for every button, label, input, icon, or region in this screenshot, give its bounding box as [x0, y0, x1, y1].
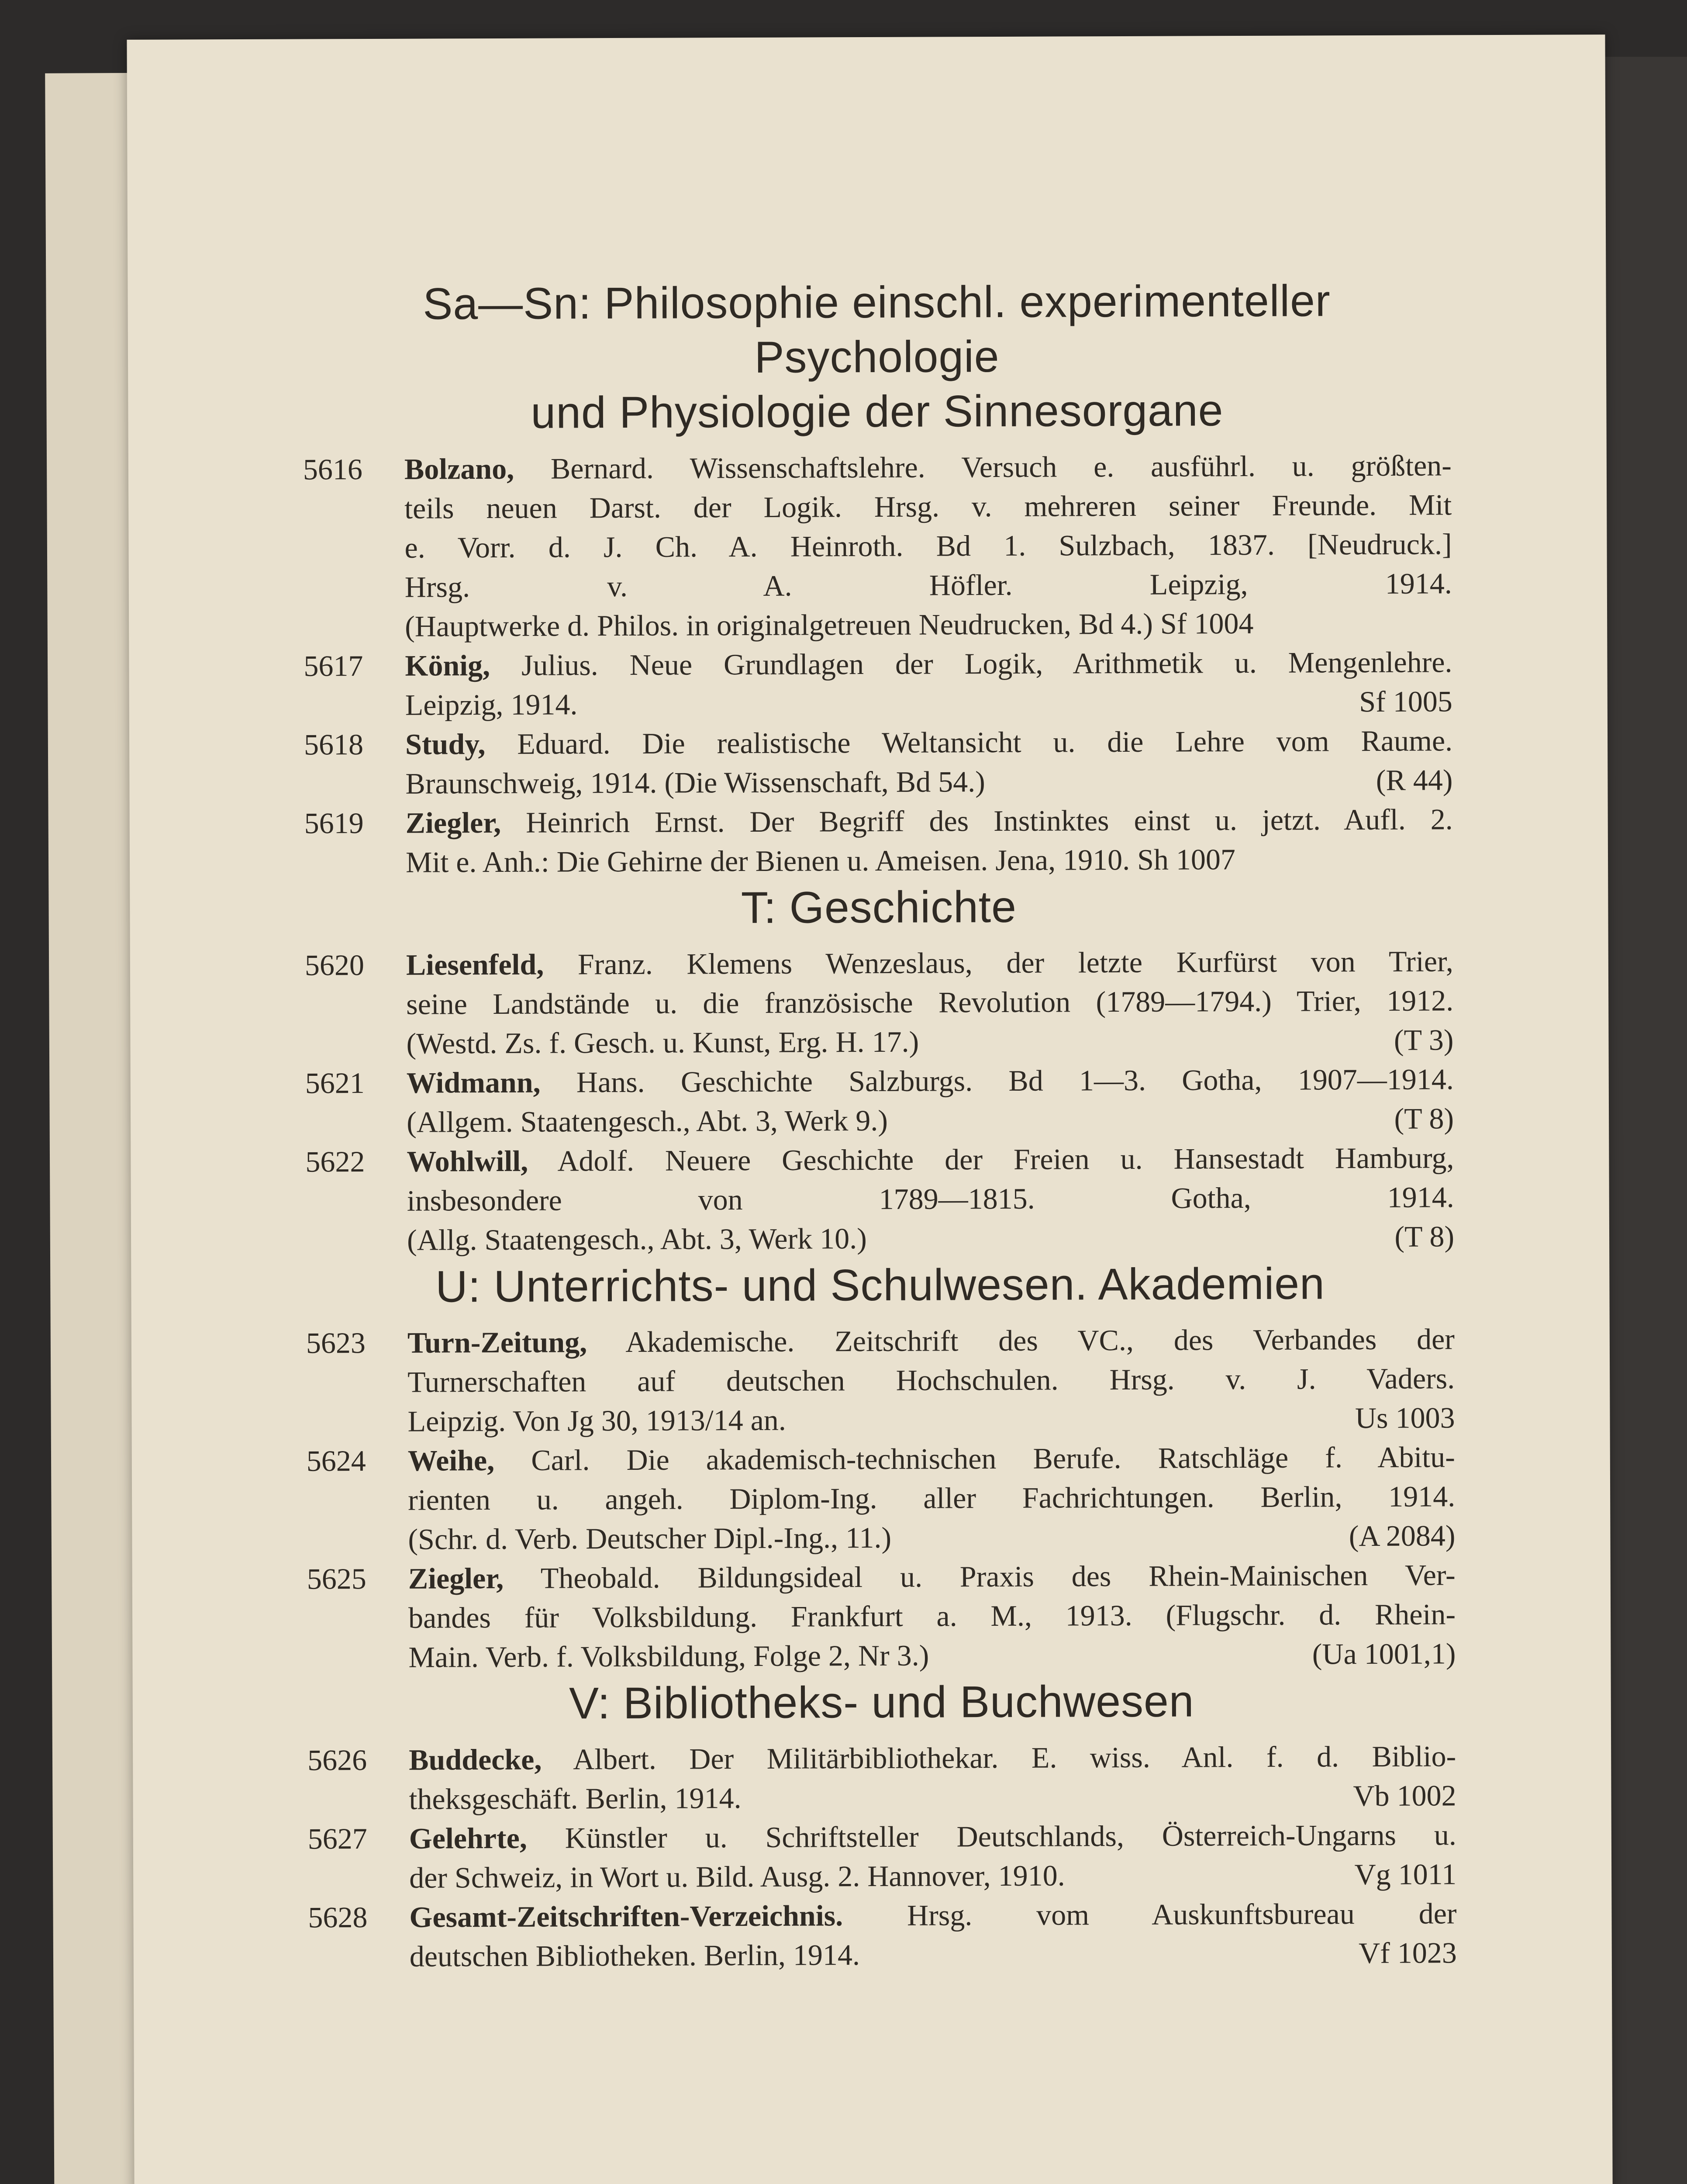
entry-author: Weihe, [407, 1444, 495, 1477]
bibliography-entry [305, 1059, 1454, 1142]
entry-text: Julius. Neue Grundlagen der Logik, Arithmetik u. Mengenlehre. [490, 645, 1452, 682]
section-heading [307, 1673, 1456, 1731]
entry-author: Liesenfeld, [406, 947, 544, 981]
entry-list [303, 446, 1453, 882]
entry-text: Adolf. Neuere Geschichte der Freien u. Hansestadt Hamburg, [528, 1141, 1454, 1178]
entry-text: (Westd. Zs. f. Gesch. u. Kunst, Erg. H. 17.) [406, 1025, 919, 1060]
entry-number: 5617 [304, 649, 363, 683]
entry-text: Mit e. Anh.: Die Gehirne der Bienen u. Ameisen. Jena, 1910. Sh 1007 [405, 843, 1236, 879]
call-number: (R 44) [1376, 763, 1453, 797]
document-page [127, 35, 1613, 2184]
entry-line [405, 681, 1452, 724]
bibliography-entry [308, 1894, 1457, 1976]
section-heading-line: V: Bibliotheks- und Buchwesen [569, 1676, 1194, 1728]
entry-number: 5623 [306, 1326, 366, 1360]
entry-line [409, 1736, 1456, 1779]
entry-number: 5622 [305, 1145, 365, 1178]
entry-text: insbesondere von 1789—1815. Gotha, 1914. [407, 1180, 1454, 1217]
bibliography-entry [307, 1736, 1456, 1819]
entry-line [407, 1358, 1455, 1401]
entry-text: Leipzig, 1914. [405, 688, 578, 722]
bibliography-entry [307, 1555, 1456, 1677]
entry-line [410, 1933, 1457, 1976]
call-number: Sf 1005 [1359, 684, 1452, 719]
section-heading-line: T: Geschichte [741, 881, 1017, 933]
entry-author: Widmann, [406, 1065, 541, 1099]
entry-text: teils neuen Darst. der Logik. Hrsg. v. mehreren seiner Freunde. Mit [404, 488, 1452, 525]
section-heading [302, 273, 1451, 441]
entry-line [407, 1177, 1454, 1220]
entry-list [306, 1319, 1456, 1677]
call-number: Vb 1002 [1353, 1779, 1456, 1813]
entry-text: Akademische. Zeitschrift des VC., des Verbandes der [587, 1322, 1455, 1359]
entry-line [408, 1634, 1456, 1676]
call-number: (T 3) [1394, 1023, 1454, 1057]
entry-text: e. Vorr. d. J. Ch. A. Heinroth. Bd 1. Sulzbach, 1837. [Neudruck.] [404, 527, 1452, 564]
entry-line [407, 1319, 1455, 1362]
entry-line [405, 642, 1452, 685]
entry-text: Braunschweig, 1914. (Die Wissenschaft, Bd 54.) [405, 765, 985, 800]
section-heading-line: und Physiologie der Sinnesorgane [531, 385, 1224, 438]
entry-line [409, 1776, 1456, 1818]
entry-text: (Hauptwerke d. Philos. in originalgetreuen Neudrucken, Bd 4.) Sf 1004 [405, 606, 1254, 643]
bibliography-entry [305, 1138, 1454, 1260]
entry-text: seine Landstände u. die französische Revolution (1789—1794.) Trier, 1912. [406, 984, 1454, 1021]
entry-text: Albert. Der Militärbibliothekar. E. wiss. Anl. f. d. Biblio- [542, 1739, 1456, 1776]
entry-text: Franz. Klemens Wenzeslaus, der letzte Kurfürst von Trier, [544, 944, 1453, 981]
entry-line [407, 1138, 1454, 1181]
entry-line [406, 799, 1453, 842]
call-number: Vg 1011 [1354, 1857, 1457, 1891]
entry-author: Wohlwill, [407, 1144, 528, 1178]
entry-number: 5624 [306, 1444, 366, 1478]
entry-text: Hans. Geschichte Salzburgs. Bd 1—3. Gotha, 1907—1914. [540, 1062, 1454, 1099]
entry-line [407, 1216, 1454, 1259]
entry-line [409, 1815, 1456, 1858]
call-number: Us 1003 [1355, 1401, 1455, 1435]
entry-number: 5625 [307, 1562, 366, 1596]
entry-line [407, 1398, 1455, 1441]
section-heading [304, 878, 1453, 936]
bibliography-entry [304, 642, 1452, 725]
entry-number: 5616 [303, 453, 363, 486]
entry-line [406, 981, 1453, 1023]
entry-text: deutschen Bibliotheken. Berlin, 1914. [409, 1938, 860, 1973]
entry-text: bandes für Volksbildung. Frankfurt a. M., 1913. (Flugschr. d. Rhein- [408, 1597, 1456, 1635]
entry-line [406, 839, 1453, 881]
entry-list [305, 941, 1454, 1260]
entry-line [408, 1437, 1455, 1480]
entry-list [307, 1736, 1457, 1976]
call-number: (T 8) [1394, 1102, 1454, 1135]
entry-author: König, [405, 649, 490, 682]
bibliography-entry [308, 1815, 1457, 1897]
entry-text: Künstler u. Schriftsteller Deutschlands, Österreich-Ungarns u. [527, 1818, 1456, 1855]
entry-line [405, 563, 1452, 606]
entry-author: Buddecke, [409, 1742, 542, 1776]
bibliography-entry [304, 799, 1453, 882]
entry-text: (Schr. d. Verb. Deutscher Dipl.-Ing., 11.) [408, 1521, 892, 1556]
bibliography-entry [305, 941, 1454, 1063]
entry-text: Eduard. Die realistische Weltansicht u. die Lehre vom Raume. [485, 724, 1453, 761]
entry-line [409, 1854, 1456, 1897]
entry-text: Theobald. Bildungsideal u. Praxis des Rhein-Mainischen Ver- [504, 1558, 1456, 1595]
bibliography-entry [303, 446, 1452, 646]
bibliography-entry [307, 1437, 1456, 1559]
entry-line [405, 760, 1452, 803]
entry-text: (Allg. Staatengesch., Abt. 3, Werk 10.) [407, 1222, 867, 1257]
entry-line [408, 1476, 1455, 1519]
background-edge [1601, 57, 1687, 2184]
entry-author: Bolzano, [404, 452, 514, 486]
entry-line [408, 1594, 1456, 1637]
entry-line [406, 1020, 1453, 1063]
entry-line [404, 485, 1452, 528]
entry-line [406, 941, 1453, 984]
entry-text: Main. Verb. f. Volksbildung, Folge 2, Nr 3.) [408, 1638, 929, 1674]
entry-author: Ziegler, [405, 805, 501, 840]
entry-text: Carl. Die akademisch-technischen Berufe. Ratschläge f. Abitu- [494, 1440, 1455, 1477]
entry-number: 5618 [304, 728, 364, 761]
entry-author: Gesamt-Zeitschriften-Verzeichnis. [409, 1899, 843, 1934]
entry-author: Gelehrte, [409, 1821, 527, 1855]
entry-number: 5627 [307, 1822, 367, 1856]
entry-number: 5620 [304, 948, 364, 982]
page-content [302, 273, 1457, 1976]
entry-text: der Schweiz, in Wort u. Bild. Ausg. 2. Hannover, 1910. [409, 1859, 1065, 1894]
entry-line [405, 721, 1452, 764]
call-number: (Ua 1001,1) [1312, 1637, 1456, 1671]
call-number: (A 2084) [1349, 1519, 1456, 1553]
entry-text: Hrsg. v. A. Höfler. Leipzig, 1914. [404, 567, 1452, 604]
entry-line [407, 1099, 1454, 1141]
call-number: (T 8) [1394, 1220, 1455, 1253]
entry-number: 5619 [304, 806, 364, 840]
section-heading-line: U: Unterrichts- und Schulwesen. Akademien [435, 1258, 1325, 1312]
entry-line [407, 1059, 1454, 1102]
entry-author: Study, [405, 727, 486, 761]
entry-line [408, 1555, 1456, 1598]
entry-line [405, 603, 1452, 646]
entry-number: 5621 [305, 1066, 365, 1100]
entry-text: (Allgem. Staatengesch., Abt. 3, Werk 9.) [406, 1103, 888, 1139]
entry-text: Bernard. Wissenschaftslehre. Versuch e. ausführl. u. größten- [514, 449, 1452, 485]
entry-line [408, 1516, 1455, 1559]
entry-author: Turn-Zeitung, [407, 1325, 587, 1359]
entry-line [409, 1894, 1456, 1936]
entry-text: Heinrich Ernst. Der Begriff des Instinktes einst u. jetzt. Aufl. 2. [501, 802, 1453, 839]
entry-text: Hrsg. vom Auskunftsbureau der [843, 1897, 1457, 1932]
entry-number: 5626 [307, 1743, 367, 1777]
entry-line [404, 446, 1452, 488]
section-heading-line: Sa—Sn: Philosophie einschl. experimenteller Psychologie [423, 276, 1331, 382]
entry-text: Turnerschaften auf deutschen Hochschulen. Hrsg. v. J. Vaders. [407, 1362, 1455, 1399]
call-number: Vf 1023 [1358, 1936, 1457, 1970]
entry-text: theksgeschäft. Berlin, 1914. [409, 1781, 742, 1816]
entry-author: Ziegler, [408, 1561, 504, 1595]
section-heading [306, 1256, 1454, 1314]
entry-text: Leipzig. Von Jg 30, 1913/14 an. [407, 1403, 786, 1438]
entry-number: 5628 [308, 1901, 368, 1934]
bibliography-entry [304, 721, 1453, 803]
entry-line [404, 524, 1452, 567]
bibliography-entry [306, 1319, 1455, 1441]
entry-text: rienten u. angeh. Diplom-Ing. aller Fachrichtungen. Berlin, 1914. [408, 1479, 1456, 1517]
